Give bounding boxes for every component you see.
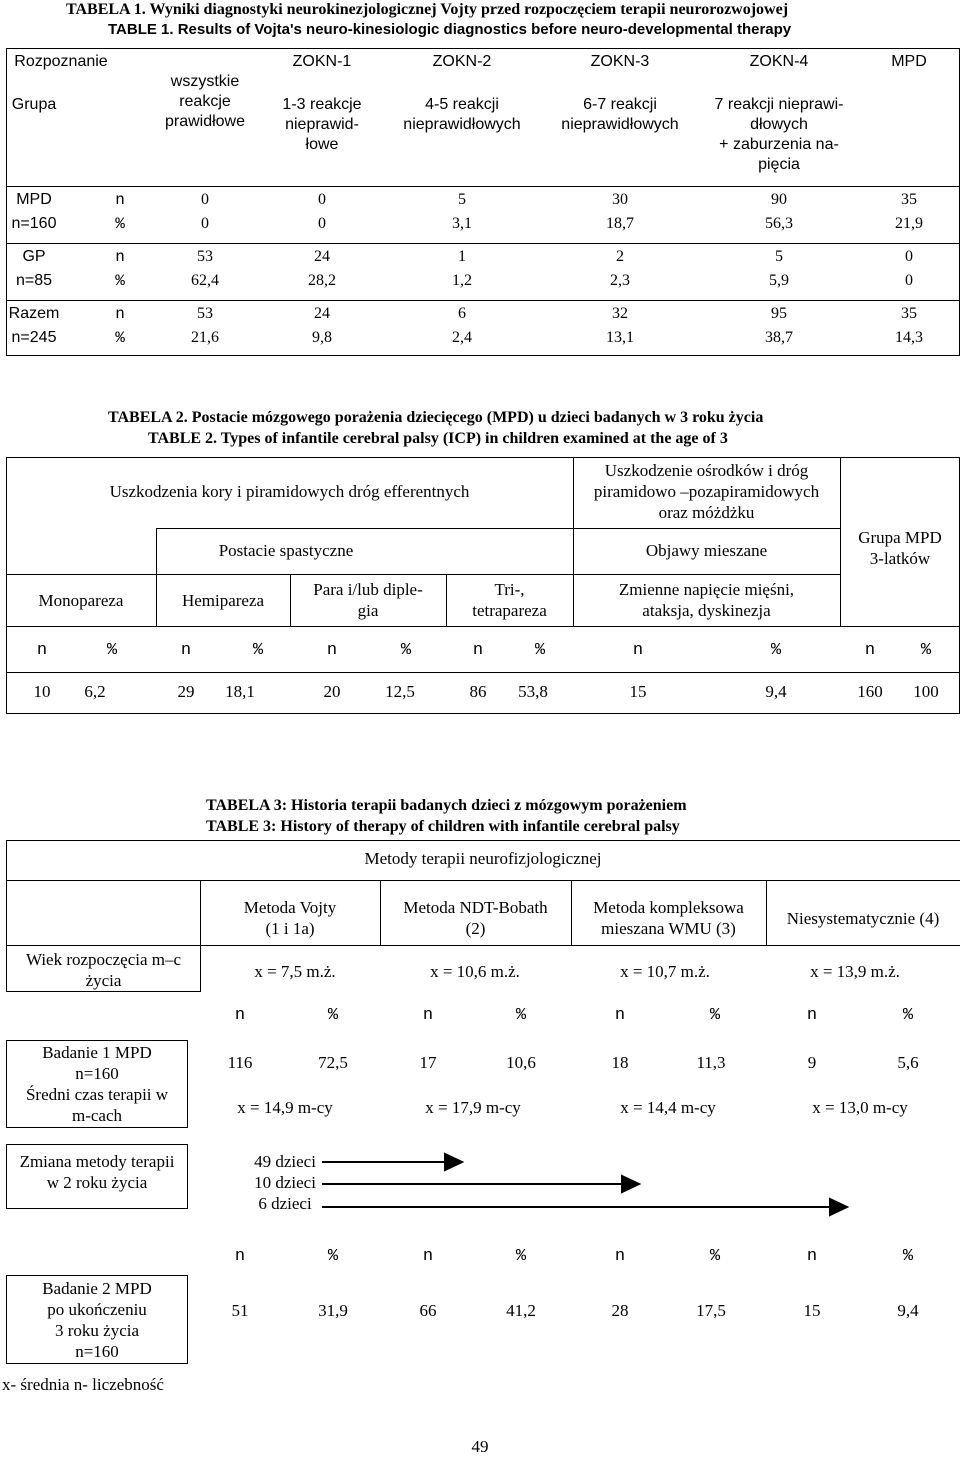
table1-row-group-n: n=245	[11, 329, 57, 346]
table1-row-group-n: n=160	[11, 215, 57, 232]
table2-hdr-grupa: Grupa MPD 3-latków	[858, 528, 942, 568]
table2-hdr-spastyczne: Postacie spastyczne	[218, 541, 354, 560]
table2-value-cell: 160	[857, 682, 883, 701]
table2-col-para: Para i/lub diple- gia	[313, 580, 423, 620]
table1-cell-n: 1	[458, 248, 466, 265]
table2-hdr-osrodki: Uszkodzenie ośrodków i dróg piramidowo –pozapiramidowych oraz móżdżku	[593, 461, 820, 522]
table1-row-group: MPD	[16, 191, 52, 208]
table3-wiek-label: Wiek rozpoczęcia m–c życia	[25, 950, 182, 990]
table1-cell-n: 2	[616, 248, 624, 265]
table2-value-cell: 20	[323, 682, 341, 701]
table3-np-cell: %	[709, 1247, 721, 1266]
table2-title-pl: TABELA 2. Postacie mózgowego porażenia dziecięcego (MPD) u dzieci badanych w 3 roku życia	[108, 409, 764, 426]
table1-cell-pct: 62,4	[191, 272, 219, 289]
table1-hdr-mpd: MPD	[891, 53, 927, 70]
table3-method-vojta: Metoda Vojty (1 i 1a)	[243, 898, 337, 938]
table2-np-cell: n	[864, 641, 876, 660]
table1-cell-n: 0	[201, 191, 209, 208]
table1-cell-pct: 0	[318, 215, 326, 232]
table2-col-hemipareza: Hemipareza	[181, 591, 265, 610]
table1-cell-n: 24	[314, 305, 330, 322]
table1-zokn2: ZOKN-2 4-5 reakcji nieprawidłowych	[403, 53, 521, 133]
table1-row-key-pct: %	[115, 329, 125, 347]
table1-row-key-n: n	[115, 248, 125, 266]
table3-badanie1-value: 17	[419, 1053, 437, 1072]
table3-badanie2-value: 28	[611, 1301, 629, 1320]
table3-hdr-metody: Metody terapii neurofizjologicznej	[364, 849, 602, 868]
table3-badanie1-value: 11,3	[696, 1053, 726, 1072]
table1-cell-n: 32	[612, 305, 628, 322]
table1-cell-n: 5	[775, 248, 783, 265]
table1-row-group: GP	[22, 248, 46, 265]
table3-czas-val-1: x = 14,9 m-cy	[237, 1098, 333, 1117]
table3-np-cell: %	[327, 1006, 339, 1025]
table1-cell-n: 24	[314, 248, 330, 265]
table1-hdr-wszystkie: wszystkie reakcje prawidłowe	[164, 73, 246, 130]
table2-np-cell: n	[36, 641, 48, 660]
table1-cell-n: 5	[458, 191, 466, 208]
table3-czas-val-2: x = 17,9 m-cy	[425, 1098, 521, 1117]
table2-col-zmienne: Zmienne napięcie mięśni, ataksja, dyskinezja	[618, 580, 795, 620]
table3-method-wmu: Metoda kompleksowa mieszana WMU (3)	[593, 898, 744, 938]
table3-np-cell: n	[614, 1006, 626, 1025]
table1-cell-n: 35	[901, 305, 917, 322]
table1-cell-pct: 3,1	[452, 215, 472, 232]
table1-cell-pct: 38,7	[765, 329, 793, 346]
table1-cell-n: 35	[901, 191, 917, 208]
table2-value-cell: 18,1	[225, 682, 255, 701]
table1-cell-pct: 21,6	[191, 329, 219, 346]
table3-badanie1-label: Badanie 1 MPD n=160 Średni czas terapii w m-cach	[25, 1043, 169, 1125]
table1-row-key-n: n	[115, 305, 125, 323]
table3-title-pl: TABELA 3: Historia terapii badanych dzieci z mózgowym porażeniem	[206, 797, 687, 814]
table1-hdr-grupa: Grupa	[11, 96, 57, 113]
table3-np-cell: %	[709, 1006, 721, 1025]
table3-np-cell: n	[806, 1006, 818, 1025]
table2-value-cell: 53,8	[518, 682, 548, 701]
table1-cell-n: 53	[197, 305, 213, 322]
table3-zmiana-label: Zmiana metody terapii w 2 roku życia	[19, 1152, 175, 1192]
table3-np-cell: %	[515, 1247, 527, 1266]
table3-badanie2-value: 9,4	[897, 1301, 919, 1320]
table1-cell-n: 95	[771, 305, 787, 322]
table2-hdr-kora: Uszkodzenia kory i piramidowych dróg efferentnych	[109, 482, 470, 501]
table2-np-cell: n	[472, 641, 484, 660]
arrow-right-icon	[322, 1176, 639, 1192]
table3-badanie2-value: 41,2	[506, 1301, 536, 1320]
table1-hdr-rozpoznanie: Rozpoznanie	[14, 53, 108, 70]
table2-value-cell: 12,5	[385, 682, 415, 701]
table3-badanie2-value: 15	[803, 1301, 821, 1320]
table2-np-cell: %	[400, 641, 412, 660]
table1-row-key-n: n	[115, 191, 125, 209]
table3-np-cell: n	[234, 1006, 246, 1025]
table3-legend: x- średnia n- liczebność	[2, 1375, 164, 1394]
table2-value-cell: 10	[33, 682, 51, 701]
table2-value-cell: 100	[913, 682, 939, 701]
table1-cell-n: 6	[458, 305, 466, 322]
table2-np-cell: %	[770, 641, 782, 660]
table1-cell-pct: 13,1	[606, 329, 634, 346]
page-number: 49	[471, 1437, 489, 1456]
table1-cell-pct: 1,2	[452, 272, 472, 289]
table1-cell-pct: 28,2	[308, 272, 336, 289]
table3-badanie1-value: 72,5	[318, 1053, 348, 1072]
table2-value-cell: 6,2	[84, 682, 106, 701]
arrow-right-icon	[322, 1199, 847, 1215]
table1-cell-n: 53	[197, 248, 213, 265]
table3-np-cell: n	[234, 1247, 246, 1266]
table2-np-cell: n	[632, 641, 644, 660]
table3-badanie2-value: 51	[231, 1301, 249, 1320]
table1-cell-pct: 5,9	[769, 272, 789, 289]
table1-cell-pct: 2,4	[452, 329, 472, 346]
table1-title-pl: TABELA 1. Wyniki diagnostyki neurokinezjologicznej Vojty przed rozpoczęciem terapii neurorozwojowej	[66, 1, 789, 18]
arrow-right-icon	[322, 1154, 462, 1170]
table1-cell-pct: 14,3	[895, 329, 923, 346]
table2-title-en: TABLE 2. Types of infantile cerebral palsy (ICP) in children examined at the age of 3	[148, 430, 728, 447]
table3-badanie2-label: Badanie 2 MPD po ukończeniu 3 roku życia n=160	[42, 1279, 152, 1361]
table1-zokn4: ZOKN-4 7 reakcji nieprawi- dłowych + zaburzenia na- pięcia	[714, 53, 844, 173]
table1-cell-pct: 21,9	[895, 215, 923, 232]
table2-col-monopareza: Monopareza	[38, 591, 124, 610]
table3-badanie2-value: 31,9	[318, 1301, 348, 1320]
table3-np-cell: n	[614, 1247, 626, 1266]
table3-badanie2-value: 66	[419, 1301, 437, 1320]
table3-method-ndt: Metoda NDT-Bobath (2)	[403, 898, 548, 938]
table2-value-cell: 9,4	[765, 682, 787, 701]
table1-cell-pct: 2,3	[610, 272, 630, 289]
table3-wiek-val-1: x = 7,5 m.ż.	[254, 962, 336, 981]
table3-zmiana-vals: 49 dzieci 10 dzieci 6 dzieci	[254, 1152, 316, 1213]
table3-badanie1-value: 18	[611, 1053, 629, 1072]
table1-row-group-n: n=85	[15, 272, 53, 289]
table3-wiek-val-3: x = 10,7 m.ż.	[620, 962, 710, 981]
table2-np-cell: %	[920, 641, 932, 660]
table2-np-cell: %	[534, 641, 546, 660]
table3-badanie1-value: 5,6	[897, 1053, 919, 1072]
table3-np-cell: %	[515, 1006, 527, 1025]
table1-zokn1: ZOKN-1 1-3 reakcje nieprawid- łowe	[282, 53, 362, 153]
table1-title-en: TABLE 1. Results of Vojta's neuro-kinesiologic diagnostics before neuro-developmental therapy	[108, 21, 792, 38]
table2-np-cell: %	[106, 641, 118, 660]
table2-np-cell: %	[252, 641, 264, 660]
table3-method-niesystematycznie: Niesystematycznie (4)	[786, 909, 940, 928]
table2-value-cell: 86	[469, 682, 487, 701]
table2-np-cell: n	[180, 641, 192, 660]
table1-cell-n: 0	[318, 191, 326, 208]
table3-badanie2-value: 17,5	[696, 1301, 726, 1320]
table2-hdr-mieszane: Objawy mieszane	[645, 541, 768, 560]
table3-np-cell: %	[902, 1006, 914, 1025]
table1-cell-pct: 0	[905, 272, 913, 289]
table3-badanie1-value: 116	[227, 1053, 253, 1072]
table3-np-cell: n	[422, 1006, 434, 1025]
table1-cell-n: 30	[612, 191, 628, 208]
table1-cell-pct: 0	[201, 215, 209, 232]
table3-np-cell: n	[806, 1247, 818, 1266]
table3-badanie1-value: 10,6	[506, 1053, 536, 1072]
table2-value-cell: 29	[177, 682, 195, 701]
table3-title-en: TABLE 3: History of therapy of children with infantile cerebral palsy	[206, 818, 680, 835]
table1-cell-n: 90	[771, 191, 787, 208]
table3-badanie1-value: 9	[807, 1053, 817, 1072]
table1-cell-n: 0	[905, 248, 913, 265]
table3-np-cell: %	[327, 1247, 339, 1266]
table3-wiek-val-2: x = 10,6 m.ż.	[430, 962, 520, 981]
table1-row-key-pct: %	[115, 272, 125, 290]
table1-zokn3: ZOKN-3 6-7 reakcji nieprawidłowych	[561, 53, 679, 133]
table2-value-cell: 15	[629, 682, 647, 701]
table1-cell-pct: 18,7	[606, 215, 634, 232]
table2-col-tetra: Tri-, tetrapareza	[472, 580, 547, 620]
table1-row-group: Razem	[8, 305, 60, 322]
table3-np-cell: %	[902, 1247, 914, 1266]
table3-np-cell: n	[422, 1247, 434, 1266]
table3-wiek-val-4: x = 13,9 m.ż.	[810, 962, 900, 981]
table1-row-key-pct: %	[115, 215, 125, 233]
table3-czas-val-3: x = 14,4 m-cy	[620, 1098, 716, 1117]
table2-np-cell: n	[326, 641, 338, 660]
table3-czas-val-4: x = 13,0 m-cy	[812, 1098, 908, 1117]
table1-cell-pct: 9,8	[312, 329, 332, 346]
table1-cell-pct: 56,3	[765, 215, 793, 232]
